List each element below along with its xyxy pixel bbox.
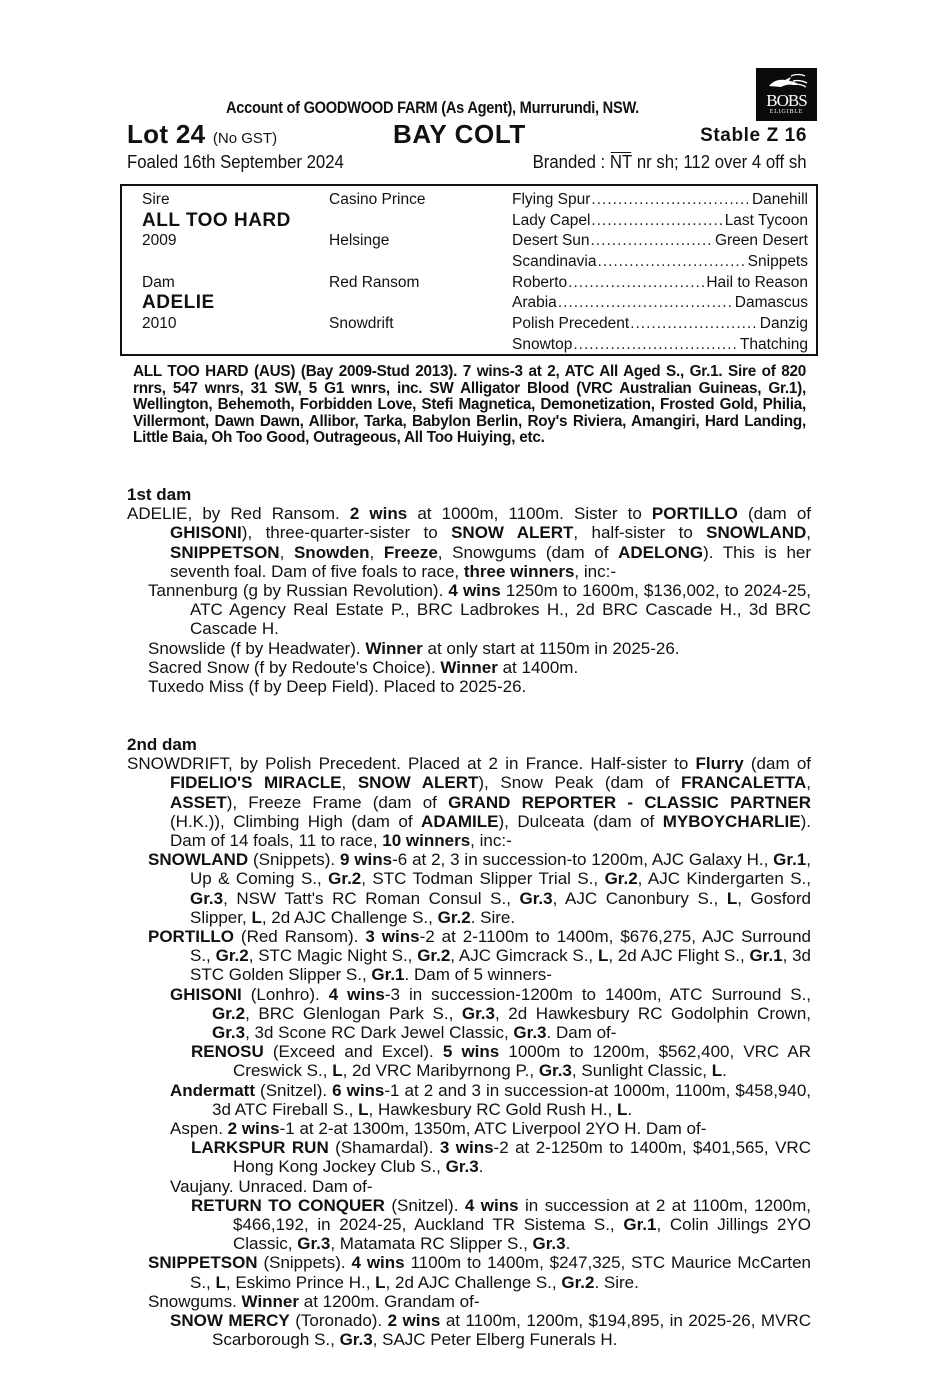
- bobs-eligible-logo: [756, 68, 817, 121]
- first-dam-body: [127, 504, 811, 696]
- pedigree-line: [512, 231, 808, 252]
- pedigree-line: [512, 335, 808, 356]
- pedigree-entry: SNOWDRIFT, by Polish Precedent. Placed at 2 in France. Half-sister to Flurry (dam of FIDELIO'S MIRACLE, SNOW ALERT), Snow Peak (dam of FRANCALETTA, ASSET), Freeze Frame (dam of GRAND REPORTER - CLASSIC PARTNER (H.K.)), Climbing High (dam of ADAMILE), Dulceata (dam of MYBOYCHARLIE). Dam of 14 foals, 11 to race, 10 winners, inc:-: [127, 754, 812, 851]
- first-dam-heading: 1st dam: [127, 485, 192, 504]
- dam-year: 2010: [142, 315, 177, 333]
- pedigree-entry: SNIPPETSON (Snippets). 4 wins 1100m to 1400m, $247,325, STC Maurice McCarten S., L, Eskimo Prince H., L, 2d AJC Challenge S., Gr.2. Sire.: [148, 1253, 812, 1292]
- pedigree-entry: RENOSU (Exceed and Excel). 5 wins 1000m to 1200m, $562,400, VRC AR Creswick S., L, 2d VRC Maribyrnong P., Gr.3, Sunlight Classic, L.: [191, 1042, 811, 1081]
- first-dam-section: [127, 485, 811, 696]
- ancestor-name: Arabia: [512, 294, 557, 312]
- pedigree-entry: RETURN TO CONQUER (Snitzel). 4 wins in succession at 2 at 1100m, 1200m, $466,192, in 2024-25, Auckland TR Sistema S., Gr.1, Colin Jillings 2YO Classic, Gr.3, Matamata RC Slipper S., Gr.3.: [191, 1195, 811, 1254]
- ancestor-name: Flying Spur: [512, 191, 591, 208]
- leader-dots: [630, 314, 759, 335]
- ancestor-sire: Last Tycoon: [724, 211, 808, 229]
- pedigree-spacer: [329, 335, 504, 356]
- horse-description: BAY COLT: [393, 119, 526, 149]
- pedigree-entry: Tuxedo Miss (f by Deep Field). Placed to 2025-26.: [148, 677, 527, 697]
- pedigree-grandparents-column: [329, 190, 504, 356]
- vendor-account: Account of GOODWOOD FARM (As Agent), Murrurundi, NSW.: [226, 98, 639, 117]
- second-dam-section: [127, 735, 811, 1350]
- lot-number: [127, 119, 277, 150]
- ancestor-sire: Danehill: [751, 191, 808, 208]
- brand-mark-icon: NT: [610, 152, 633, 172]
- second-dam-heading: 2nd dam: [127, 735, 197, 754]
- pedigree-entry: LARKSPUR RUN (Shamardal). 3 wins-2 at 2-1250m to 1400m, $401,565, VRC Hong Kong Jockey Club S., Gr.3.: [191, 1138, 811, 1177]
- ancestor-sire: Thatching: [739, 335, 808, 353]
- logo-text-bobs: BOBS: [766, 91, 807, 110]
- sire-year: 2009: [142, 232, 177, 250]
- gst-note: (No GST): [212, 130, 278, 147]
- leader-dots: [568, 273, 705, 294]
- leader-dots: [597, 252, 746, 273]
- ancestor-name: Desert Sun: [512, 232, 590, 250]
- sire-dam: Helsinge: [329, 232, 390, 250]
- sire-label: Sire: [142, 191, 170, 208]
- foaled-date: Foaled 16th September 2024: [127, 152, 344, 172]
- pedigree-entry: GHISONI (Lonhro). 4 wins-3 in succession-1200m to 1400m, ATC Surround S., Gr.2, BRC Glenlogan Park S., Gr.3, 2d Hawkesbury RC Godolphin Crown, Gr.3, 3d Scone RC Dark Jewel Classic, Gr.3. Dam of-: [170, 984, 812, 1043]
- pedigree-entry: Snowslide (f by Headwater). Winner at only start at 1150m in 2025-26.: [148, 638, 680, 658]
- bobs-horse-icon: [765, 73, 809, 91]
- pedigree-parents-column: [142, 190, 332, 356]
- pedigree-entry: Aspen. 2 wins-1 at 2-at 1300m, 1350m, ATC Liverpool 2YO H. Dam of-: [170, 1119, 707, 1139]
- pedigree-line: [512, 314, 808, 335]
- pedigree-table: [120, 184, 818, 356]
- dam-name: ADELIE: [142, 292, 215, 314]
- lot-header: [127, 119, 809, 151]
- pedigree-line: [512, 273, 808, 294]
- stable-location: Stable Z 16: [700, 125, 807, 146]
- second-dam-body: [127, 754, 811, 1349]
- pedigree-entry: Sacred Snow (f by Redoute's Choice). Winner at 1400m.: [148, 657, 579, 677]
- dam-label: Dam: [142, 273, 175, 291]
- ancestor-sire: Damascus: [734, 294, 808, 312]
- pedigree-spacer: [329, 293, 504, 314]
- logo-text-eligible: ELIGIBLE: [769, 109, 804, 115]
- lot-label: Lot 24: [127, 119, 206, 149]
- ancestor-name: Polish Precedent: [512, 315, 630, 333]
- ancestor-name: Snowtop: [512, 335, 573, 353]
- dam-sire: Red Ransom: [329, 273, 420, 291]
- branded-detail: nr sh; 112 over 4 off sh: [632, 152, 807, 172]
- pedigree-spacer: [142, 335, 332, 356]
- pedigree-line: [512, 190, 808, 211]
- dam-dam: Snowdrift: [329, 315, 394, 333]
- sire-name: ALL TOO HARD: [142, 209, 291, 231]
- pedigree-entry: ADELIE, by Red Ransom. 2 wins at 1000m, 1100m. Sister to PORTILLO (dam of GHISONI), three-quarter-sister to SNOW ALERT, half-sister to SNOWLAND, SNIPPETSON, Snowden, Freeze, Snowgums (dam of ADELONG). This is her seventh foal. Dam of five foals to race, three winners, inc:-: [127, 504, 812, 581]
- pedigree-line: [512, 252, 808, 273]
- sire-summary: ALL TOO HARD (AUS) (Bay 2009-Stud 2013). 7 wins-3 at 2, ATC All Aged S., Gr.1. Sire of 820 rnrs, 547 wnrs, 31 SW, 5 G1 wnrs, inc. SW Alligator Blood (VRC Australian Guineas, Gr.1), Wellington, Behemoth, Forbidden Love, Stefi Magnetica, Demonetization, Frosted Gold, Philia, Villermont, Dawn Dawn, Allibor, Tarka, Babylon Berlin, Roy's Riviera, Amangiri, Hard Landing, Little Baia, Oh Too Good, Outrageous, All Too Huiying, etc.: [133, 363, 806, 447]
- pedigree-entry: SNOW MERCY (Toronado). 2 wins at 1100m, 1200m, $194,895, in 2025-26, MVRC Scarborough S., Gr.3, SAJC Peter Elberg Funerals H.: [170, 1311, 811, 1350]
- leader-dots: [591, 231, 714, 252]
- ancestor-sire: Green Desert: [714, 232, 808, 250]
- ancestor-sire: Hail to Reason: [706, 273, 808, 291]
- pedigree-line: [512, 211, 808, 232]
- pedigree-entry: Vaujany. Unraced. Dam of-: [170, 1176, 373, 1196]
- leader-dots: [573, 335, 739, 356]
- branded-label: Branded :: [533, 152, 611, 172]
- pedigree-spacer: [142, 252, 332, 273]
- pedigree-entry: SNOWLAND (Snippets). 9 wins-6 at 2, 3 in succession-to 1200m, AJC Galaxy H., Gr.1, Up & Coming S., Gr.2, STC Todman Slipper Trial S., Gr.2, AJC Kindergarten S., Gr.3, NSW Tatt's RC Roman Consul S., Gr.3, AJC Canonbury S., L, Gosford Slipper, L, 2d AJC Challenge S., Gr.2. Sire.: [148, 850, 812, 927]
- pedigree-entry: Andermatt (Snitzel). 6 wins-1 at 2 and 3 in succession-at 1000m, 1100m, $458,940, 3d ATC Fireball S., L, Hawkesbury RC Gold Rush H., L.: [170, 1080, 812, 1119]
- pedigree-great-grandparents-column: [512, 190, 808, 356]
- pedigree-line: [512, 293, 808, 314]
- pedigree-spacer: [329, 211, 504, 232]
- leader-dots: [558, 293, 734, 314]
- ancestor-sire: Danzig: [759, 315, 808, 333]
- pedigree-entry: Tannenburg (g by Russian Revolution). 4 wins 1250m to 1600m, $136,002, to 2024-25, ATC Agency Real Estate P., BRC Ladbrokes H., 2d BRC Cascade H., 3d BRC Cascade H.: [148, 581, 811, 639]
- ancestor-name: Lady Capel: [512, 211, 591, 229]
- pedigree-entry: PORTILLO (Red Ransom). 3 wins-2 at 2-1100m to 1400m, $676,275, AJC Surround S., Gr.2, STC Magic Night S., Gr.2, AJC Gimcrack S., L, 2d AJC Flight S., Gr.1, 3d STC Golden Slipper S., Gr.1. Dam of 5 winners-: [148, 927, 812, 985]
- ancestor-name: Roberto: [512, 273, 568, 291]
- pedigree-entry: Snowgums. Winner at 1200m. Grandam of-: [148, 1291, 480, 1311]
- ancestor-sire: Snippets: [747, 253, 808, 271]
- pedigree-spacer: [329, 252, 504, 273]
- leader-dots: [591, 211, 723, 232]
- sire-sire: Casino Prince: [329, 191, 426, 208]
- ancestor-name: Scandinavia: [512, 253, 597, 271]
- brand-description: [533, 152, 807, 173]
- leader-dots: [591, 190, 751, 211]
